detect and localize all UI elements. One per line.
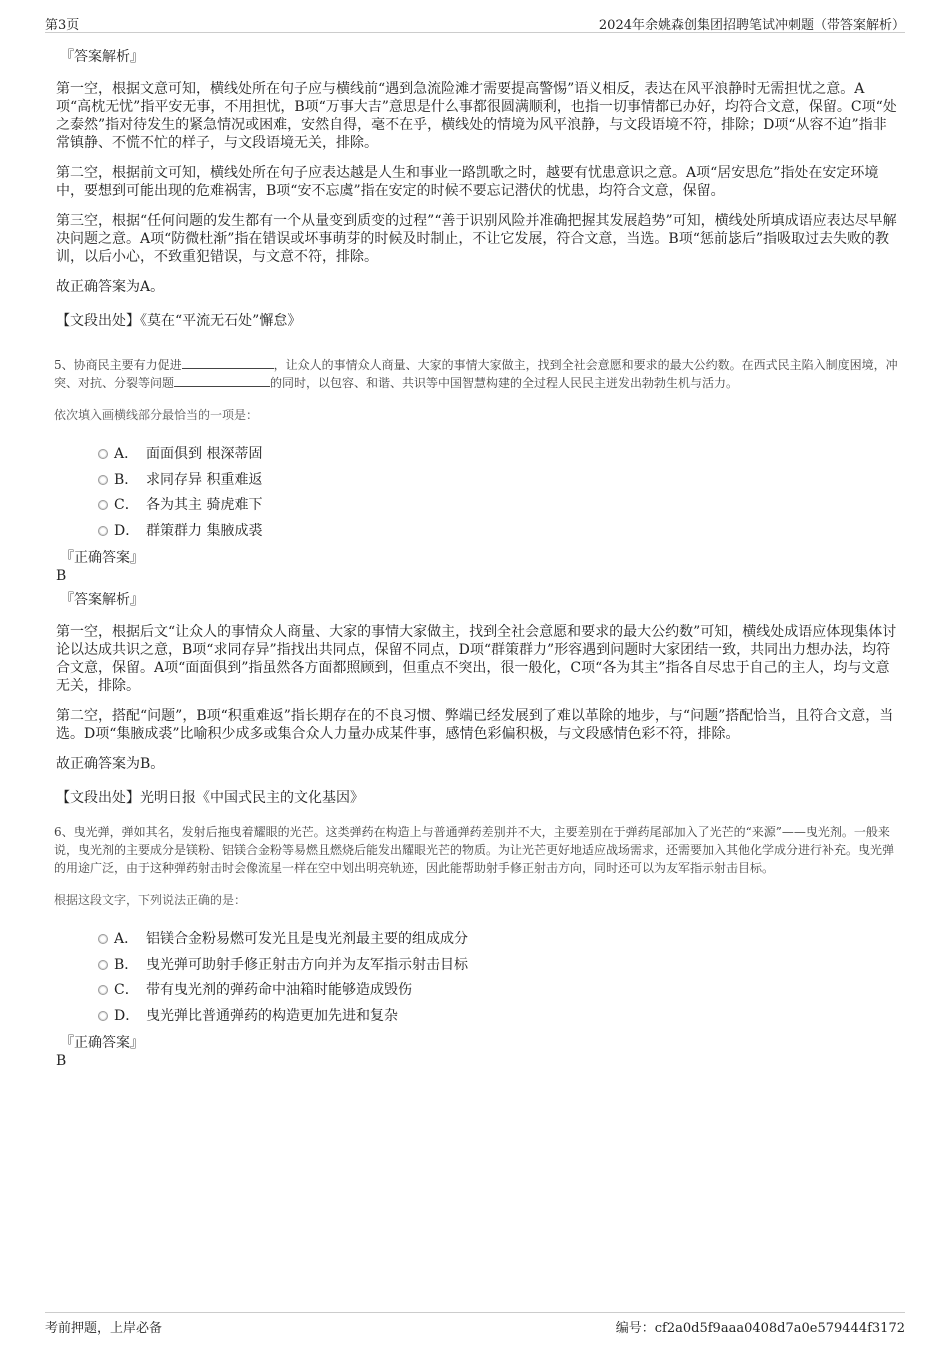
q6-option-c[interactable]: C． 带有曳光剂的弹药命中油箱时能够造成毁伤 (94, 979, 898, 1005)
q5-analysis-tag: 『答案解析』 (60, 592, 144, 608)
q6-options (94, 928, 898, 1030)
q5-analysis-para-2: 第二空，搭配“问题”，B项“积重难返”指长期存在的不良习惯、弊端已经发展到了难以革除的地步，与“问题”搭配恰当，且符合文意，当选。D项“集腋成裘”比喻积少成多或集合众人力量办成某件事，感情色彩偏积极，与文段感情色彩不符，排除。 (56, 708, 894, 742)
q6-option-d[interactable]: D． 曳光弹比普通弹药的构造更加先进和复杂 (94, 1005, 898, 1031)
document-code: 编号：cf2a0d5f9aaa0408d7a0e579444f3172 (615, 1321, 905, 1336)
q6-option-a[interactable]: A． 铝镁合金粉易燃可发光且是曳光剂最主要的组成成分 (94, 928, 898, 954)
q6-answer: B (56, 1053, 67, 1069)
blank-1 (182, 356, 274, 369)
radio-icon[interactable] (98, 449, 108, 459)
q4-conclusion: 故正确答案为A。 (56, 279, 165, 295)
footer-slogan: 考前押题，上岸必备 (45, 1321, 163, 1336)
radio-icon[interactable] (98, 475, 108, 485)
q5-options (94, 443, 898, 545)
page-content (56, 46, 898, 1074)
radio-icon[interactable] (98, 985, 108, 995)
q4-analysis-tag: 『答案解析』 (60, 49, 144, 65)
radio-icon[interactable] (98, 1011, 108, 1021)
page-number: 第3页 (45, 18, 80, 33)
radio-icon[interactable] (98, 960, 108, 970)
q4-analysis-para-3: 第三空，根据“任何问题的发生都有一个从量变到质变的过程”“善于识别风险并准确把握其发展趋势”可知，横线处所填成语应表达尽早解决问题之意。A项“防微杜渐”指在错误或坏事萌芽的时候及时制止，不让它发展，符合文意，当选。B项“惩前毖后”指吸取过去失败的教训，以后小心，不致重犯错误，与文意不符，排除。 (56, 213, 897, 265)
q4-analysis-para-1: 第一空，根据文意可知，横线处所在句子应与横线前“遇到急流险滩才需要提高警惕”语义相反，表达在风平浪静时无需担忧之意。A项“高枕无忧”指平安无事，不用担忧，B项“万事大吉”意思是什么事都很圆满顺利，也指一切事情都已办好，均符合文意，保留。C项“处之泰然”指对待发生的紧急情况或困难，安然自得，毫不在乎，横线处的情境为风平浪静，与文段语境不符，排除；D项“从容不迫”指非常镇静、不慌不忙的样子，与文段语境无关，排除。 (56, 81, 897, 151)
q6-question-text: 6、曳光弹，弹如其名，发射后拖曳着耀眼的光芒。这类弹药在构造上与普通弹药差别并不大，主要差别在于弹药尾部加入了光芒的“来源”——曳光剂。一般来说，曳光剂的主要成分是镁粉、铝镁合金粉等易燃且燃烧后能发出耀眼光芒的物质。为让光芒更好地适应战场需求，还需要加入其他化学成分进行补充。曳光弹的用途广泛，由于这种弹药射击时会像流星一样在空中划出明亮轨迹，因此能帮助射手修正射击方向，同时还可以为友军指示射击目标。 (54, 825, 895, 875)
q5-option-c[interactable]: C． 各为其主 骑虎难下 (94, 494, 898, 520)
radio-icon[interactable] (98, 500, 108, 510)
q5-option-d[interactable]: D． 群策群力 集腋成裘 (94, 520, 898, 546)
q5-answer-tag: 『正确答案』 (60, 550, 144, 566)
q4-source: 【文段出处】《莫在“平流无石处”懈怠》 (56, 313, 302, 329)
q5-prompt: 依次填入画横线部分最恰当的一项是： (54, 408, 259, 422)
q6-prompt: 根据这段文字，下列说法正确的是： (54, 893, 247, 907)
radio-icon[interactable] (98, 526, 108, 536)
page-header (45, 12, 905, 33)
q6-option-b[interactable]: B． 曳光弹可助射手修正射击方向并为友军指示射击目标 (94, 954, 898, 980)
q5-conclusion: 故正确答案为B。 (56, 756, 165, 772)
q5-option-b[interactable]: B． 求同存异 积重难返 (94, 469, 898, 495)
q5-option-a[interactable]: A． 面面俱到 根深蒂固 (94, 443, 898, 469)
document-title: 2024年余姚森创集团招聘笔试冲刺题（带答案解析） (598, 18, 905, 33)
page-footer (45, 1312, 905, 1336)
q6-answer-tag: 『正确答案』 (60, 1035, 144, 1051)
q5-source: 【文段出处】光明日报《中国式民主的文化基因》 (56, 790, 364, 806)
q5-question-text: 5、协商民主要有力促进 ，让众人的事情众人商量、大家的事情大家做主，找到全社会意愿和要求的最大公约数。在西式民主陷入制度困境，冲突、对抗、分裂等问题 的同时，以包容、和谐、共识等中国智慧构建的全过程人民民主迸发出勃勃生机与活力。 (54, 358, 898, 390)
q5-analysis-para-1: 第一空，根据后文“让众人的事情众人商量、大家的事情大家做主，找到全社会意愿和要求的最大公约数”可知，横线处成语应体现集体讨论以达成共识之意，B项“求同存异”指找出共同点，保留不同点，D项“群策群力”形容遇到问题时大家团结一致，共同出力想办法，均符合文意，保留。A项“面面俱到”指虽然各方面都照顾到，但重点不突出，很一般化，C项“各为其主”指各自尽忠于自己的主人，均与文意无关，排除。 (56, 624, 897, 694)
radio-icon[interactable] (98, 934, 108, 944)
q4-analysis-para-2: 第二空，根据前文可知，横线处所在句子应表达越是人生和事业一路凯歌之时，越要有忧患意识之意。A项“居安思危”指处在安定环境中，要想到可能出现的危难祸害，B项“安不忘虞”指在安定的时候不要忘记潜伏的忧患，均符合文意，保留。 (56, 165, 879, 199)
q5-answer: B (56, 568, 67, 584)
blank-2 (174, 374, 270, 387)
